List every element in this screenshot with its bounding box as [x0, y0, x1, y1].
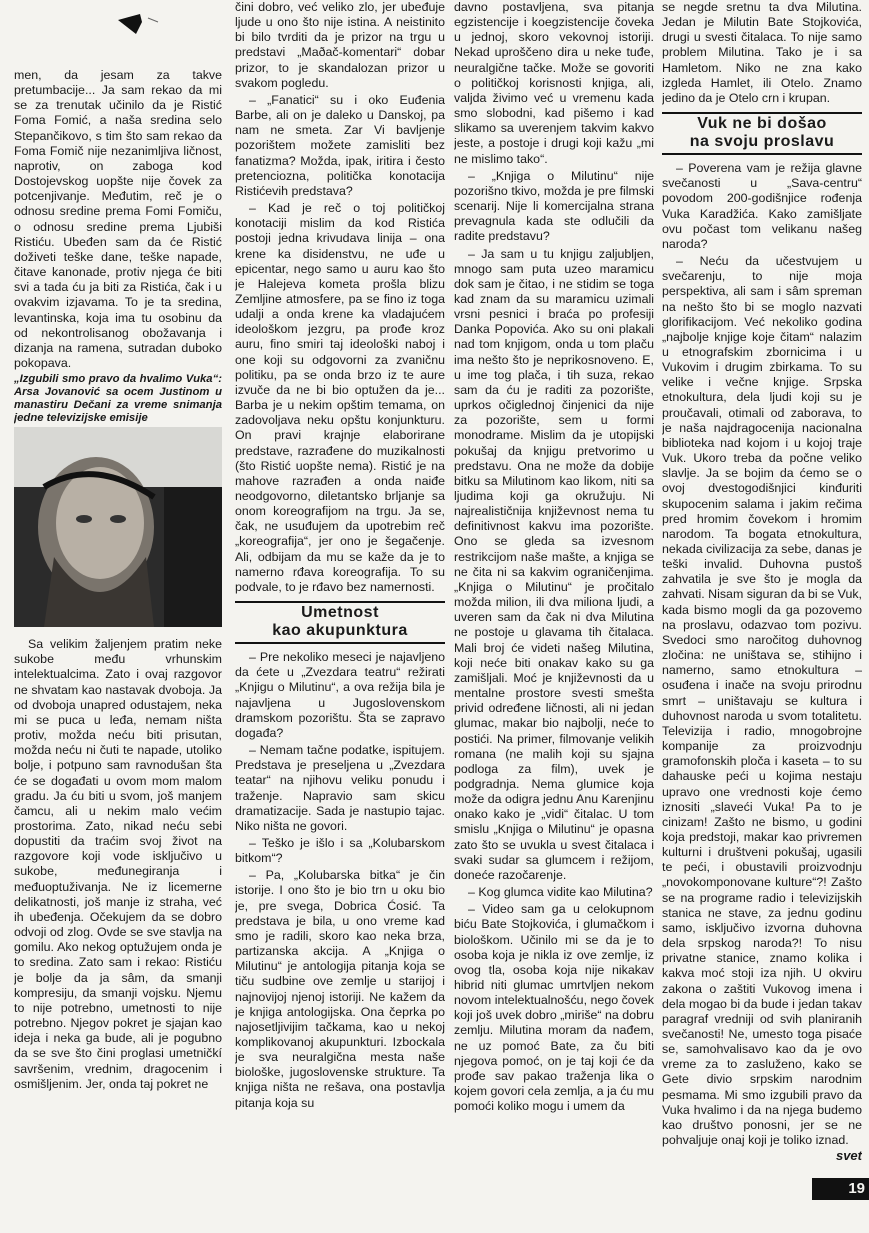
- paragraph: – Pa, „Kolubarska bitka“ je čin istorije. I ono što je bio trn u oku bio je, pre svega, Dobrica Ćosić. Ta predstava je bila, u ono vreme kad smo je radili, skoro kao neka brza, partizanska akcija. A „Knjiga o Milutinu“ je antologija pitanja koja se tiču sudbine ove zemlje u starijoj i najnovijoj njenoj istoriji. Ne kažem da je knjiga antologijska. Ona čeprka po najosetljivijim tačkama, kao u nekoj komplikovanoj akupunkturi. Izbockala je sva neuralgična mesta naše biološke, jugoslovenske strukture. Ta knjiga ništa ne rešava, ona postavlja pitanja koja su: [235, 868, 445, 1110]
- paragraph: – Teško je išlo i sa „Kolubarskom bitkom“?: [235, 835, 445, 866]
- subheading-line: kao akupunktura: [272, 622, 408, 640]
- paragraph: se negde sretnu ta dva Milutina. Jedan je Milutin Bate Stojkovića, drugi u svesti čitalaca. To nije samo problem Milutina. Tako je i sa Hamletom. Niko ne zna kako izgleda Hamlet, ili Otelo. Znamo jedino da je Otelo crn i krupan.: [662, 0, 862, 105]
- subheading-vuk: [662, 112, 862, 155]
- magazine-signature: svet: [835, 1148, 862, 1164]
- portrait-photo-image: [14, 427, 222, 627]
- subheading-line: Umetnost: [301, 604, 379, 622]
- column-2: [235, 0, 445, 1165]
- column-1: [14, 68, 222, 1233]
- paragraph: – „Knjiga o Milutinu“ nije pozorišno tkivo, možda je pre filmski scenarij. Nije li komercijalna strana prevagnula kada ste odlučili da radite predstavu?: [454, 168, 654, 244]
- paragraph: – Pre nekoliko meseci je najavljeno da ćete u „Zvezdara teatru“ režirati „Knjigu o Milutinu“, a ova režija bila je najavljena u Jugoslovenskom dramskom pozorištu. Šta se zapravo događa?: [235, 650, 445, 740]
- paragraph: davno postavljena, sva pitanja egzistencije i koegzistencije čoveka u jednoj, skoro vekovnoj istoriji. Nekad uproščeno dira u neke tuđe, neuralgične tačke. Može se govoriti o političkoj korisnosti knjiga, ali, valjda živimo već u vremenu kada smo slobodni, kad pišemo i kad slikamo sa uverenjem takvim kakvo jeste, a postoje i drugi koji kažu „mi ne mislimo tako“.: [454, 0, 654, 166]
- paragraph: – Video sam ga u celokupnom biću Bate Stojkovića, i glumačkom i biološkom. Učinilo mi se da je to osoba koja je nikla iz ove zemlje, iz ovog tla, osoba koja nije nikakav hibrid niti glumac umrtvljen nekom novom intelektualnošću, nego čovek koji još uvek dobro „miriše“ na dobru zemlju. Milutina moram da nađem, ne uz pomoć Bate, za ču biti njegova pomoć, on je taj koji će da prođe sav pakao traženja lika o kojem govori cela zemlja, a ja ću mu pomoći koliko mogu i umem da: [454, 902, 654, 1114]
- paragraph: men, da jesam za takve pretumbacije... Ja sam rekao da mi se za trenutak učinilo da je Ristić Foma Fomić, a naša sredina selo Stepančikovo, s tim što sam rekao da Foma Fomič nije nezanimljiva ličnost, naprotiv, on zaboga kod Dostojevskog uopšte nije čovek za potcenjivanje. Međutim, reč je o odnosu sredine prema Fomi Fomiču, o odnosu sredine prema Ljubiši Ristiću. Ubeđen sam da će Ristić doživeti teške dane, teške napade, čitave kanonade, protiv njega će biti svi a tada ću ja biti za Ristića, čak i u ovakvim izjavama. To je ta sredina, levantinska, koja ima tu osobinu da od nekontrolisanog obožavanja i dizanja na ramena, sutradan duboko pokopava.: [14, 68, 222, 370]
- paragraph: – Kog glumca vidite kao Milutina?: [468, 885, 653, 900]
- portrait-photo: [14, 427, 222, 627]
- paragraph: – Ja sam u tu knjigu zaljubljen, mnogo sam puta uzeo maramicu dok sam je čitao, i ne stidim se toga kad znam da su maramicu uzimali vrsni pesnici i braća po profesiji Danka Popovića. Ako su oni plakali nad tom knjigom, onda u tom plaču ima nešto što je neprikosnoveno. E, u ime tog plača, i tih suza, rekao sam da ću je raditi za pozorište, uprkos očiglednoj činjenici da nije za pozorište, sem u formi monodrame. Mislim da je utopijski pokušaj da knjigu pretvorimo u predstavu. Ona ne može da dobije bitku sa Milutinom kao likom, niti sa ljudima koji ga okružuju. Ni najrealističnija književnost nema tu definitivnost kakvu ima pozorište. Ono se gleda sa izvesnom restrikcijom naše mašte, a knjiga se ne čita ni sa kakvim ograničenjima. „Knjiga o Milutinu“ je pročitalo možda milion, ili dva miliona ljudi, a uveren sam da čak ni dva Milutina ne postoje u glavama tih čitalaca. Mali broj će videti našeg Milutina, koji neće biti onakav kako su ga zamišljali. Moć je književnosti da u mentalne prostore svesti smešta privid određene ličnosti, ali ni jedan glumac, makar bio najbolji, neće to postići. Na primer, filmovanje velikih romana (ne malih koji su sjajna podloga za film), uvek je podgradnja. Nema glumice koja može da odigra jednu Anu Karenjinu onako kako je „vidi“ čitalac. U tom smislu „Knjiga o Milutinu“ je opasna zato što se uvukla u svest čitalaca i svaki sudar sa glumcem i režijom, doneće razočarenje.: [454, 246, 654, 882]
- subheading-line: na svoju proslavu: [689, 133, 835, 151]
- paragraph: – Poverena vam je režija glavne svečanosti u „Sava-centru“ povodom 200-godišnjice rođenja Vuka Karadžića. Kako zamišljate ovu počast tom velikanu našeg naroda?: [662, 161, 862, 251]
- page-number: 19: [812, 1178, 869, 1200]
- paragraph: – Kad je reč o toj političkoj konotaciji mislim da kod Ristića postoji jedna krivudava linija – ona krene ka disidenstvu, ne uđe u epicentar, nego samo u auru kao što je Halejeva kometa prošla blizu Zemljine atmosfere, pa se fino iz toga udalji a onda krene ka vladajućem ideološkom jezgru, pa prođe kroz auru, fino smiri taj ideološki naboj i one koji su odgovorni za zvaničnu politiku, pa se onda brzo iz te aure izvuče da ne bi bio optužen da je... Barba je u nekim opštim temama, on zadovoljava neku opštu konjunkturu. On pravi krajnje elaborirane predstave, razrađene do muzikalnosti (što Ristić uopšte nema). Ristić je na mahove razrađen a onda naiđe neodgovorno, diletantsko brljanje sa onom koreografijom na trgu. Ja se, čak, ne usuđujem da upotrebim reč „koreografija“, jer ono je šegačenje. Ali, odbijam da mu se kaže da je to namerno rđava koreografija. To su podvale, to je rđavo bez namernosti.: [235, 201, 445, 594]
- subheading-line: Vuk ne bi došao: [697, 115, 827, 133]
- paragraph: – Nemam tačne podatke, ispitujem. Predstava je preseljena u „Zvezdara teatar“ na njihovu veliku ponudu i traženje. Napravio sam skicu dramatizacije. Sada je nastupio tajac. Niko ništa ne govori.: [235, 743, 445, 833]
- subheading-umetnost: [235, 601, 445, 644]
- column-4: [662, 0, 862, 1165]
- paragraph: – Neću da učestvujem u svečarenju, to nije moja perspektiva, ali sam i sâm spreman na nešto što bi se moglo nazvati glorifikacijom. Već nekoliko godina „najbolje knjige koje čitam“ nalazim u etnografskim zbornicima i u Vukovim i drugim zbirkama. To su velike i večne knjige. Srpska etnokultura, dela ljudi koji su je proučavali, otimali od zaborava, to je naša najdragocenija nacionalna biblioteka nad kojom i u kojoj traje Vuk. Ukoro treba da počne veliko slavlje. Ja se bojim da ćemo se o ovoj dvestogodišnjici kinđuriti skupocenim salama i jakim rečima pred hromim čovekom i hromim narodom. Ta bogata etnokultura, nekada civilizacija za sebe, danas je teški invalid. Duhovna pustoš zahvatila je sve što je mogla da zahvati. Nisam siguran da bi se Vuk, kada bismo mogli da ga pozovemo na proslavu, odazvao tom pozivu. Svedoci smo naročitog duhovnog zločina: ne uništava se, stihijno i namerno, samo etnokultura – osuđena i inače na svoju prirodnu smrt – uništavaju se kultura i duhovnost naroda u svom totalitetu. Televizija i radio, mnogobrojne kompanije za proizvodnju gramofonskih ploča i kaseta – to su dahauske peći u kojima nestaju upravo one vrednosti koje ćemo iznositi „slaveći Vuka! Pa to je cinizam! Zašto ne bismo, u godini koja predstoji, makar kao privremen kulturni i društveni pokušaj, ugasili te peći, i obustavili proizvodnju „novokomponovane kulture“?! Zašto se na programe radio i televizijskih stanica ne stave, za jednu godinu samo, isključivo izvorna duhovna dela srpskog naroda?! To nisu privatne stanice, znamo kolika i kakva moć stoji iza njih. U okviru zakona o zaštiti Vukovog imena i dela mogao bi da bude i jedan takav paragraf vredniji od svih planiranih svečanosti! Ne, umesto toga pisaće se, samohvalisavo kao da je ovo vreme za to zasluženo, kako se Gete divio srpskim narodnim pesmama. Mi smo izgubili pravo da Vuka hvalimo i da na njega budemo kao društvo ponosni, jer se ne pohvaljuje onaj koji je toliko iznad.: [662, 254, 862, 1148]
- torn-corner-icon: [118, 14, 168, 36]
- paragraph: čini dobro, već veliko zlo, jer ubeđuje ljude u ono što nije istina. A neistinito bi bilo tvrditi da je prizor na trgu u predstavi „Maðač-komentari“ dobar prizor, to je skandalozan prizor u svakom pogledu.: [235, 0, 445, 90]
- column-3: [454, 0, 654, 1165]
- paragraph: Sa velikim žaljenjem pratim neke sukobe među vrhunskim intelektualcima. Zato i ovaj razgovor ne shvatam kao nastavak dvoboja. Ja od dvoboja unapred odustajem, neka mi se puca u leđa, nemam ništa protiv, možda neću biti prisutan, možda neću ni čuti te napade, utoliko bolje, i potpuno sam ravnodušan šta će se događati u ovom mom malom gradu. Ja ću biti u svom, još manjem čamcu, ali u nekim malo većim prostorima. Zato, nikad neću sebi dopustiti da traćim svoj život na razgovore koji vode isključivo u sukobe, međunegiranja i međuoptuživanja. Ne iz licemerne delikatnosti, još manje iz straha, već ih ubeđenja. Očekujem da se dobro odvoji od zlog. Ovde se sve stavlja na gomilu. Ako nekog optužujem onda je to sredina. Zato sam i rekao: Ristiću je bolje da ja sâm, da smanji kompresiju, da smanji vojsku. Njemu to nije potrebno, umetnosti to nije potrebno. Njegov pokret je sjajan kao ideja i neka ga bude, ali je pogubno da se sve što čini proglasi umetničkí savršenim, vrednim, dragocenim i osmišljenim. Jer, onda taj pokret ne: [14, 637, 222, 1091]
- paragraph: – „Fanatici“ su i oko Euđenia Barbe, ali on je daleko u Danskoj, pa nam ne smeta. Zar Vi bavljenje pozorištem možete zamisliti bez fanatizma? Možda, ipak, iritira i često pretenciozna, politička konotacija Ristićevih predstava?: [235, 92, 445, 198]
- corner-mark: [118, 14, 168, 41]
- photo-caption: „Izgubili smo pravo da hvalimo Vuka“: Arsa Jovanović sa ocem Justinom u manastiru Dečani za vreme snimanja jedne televizijske emisije: [14, 373, 222, 425]
